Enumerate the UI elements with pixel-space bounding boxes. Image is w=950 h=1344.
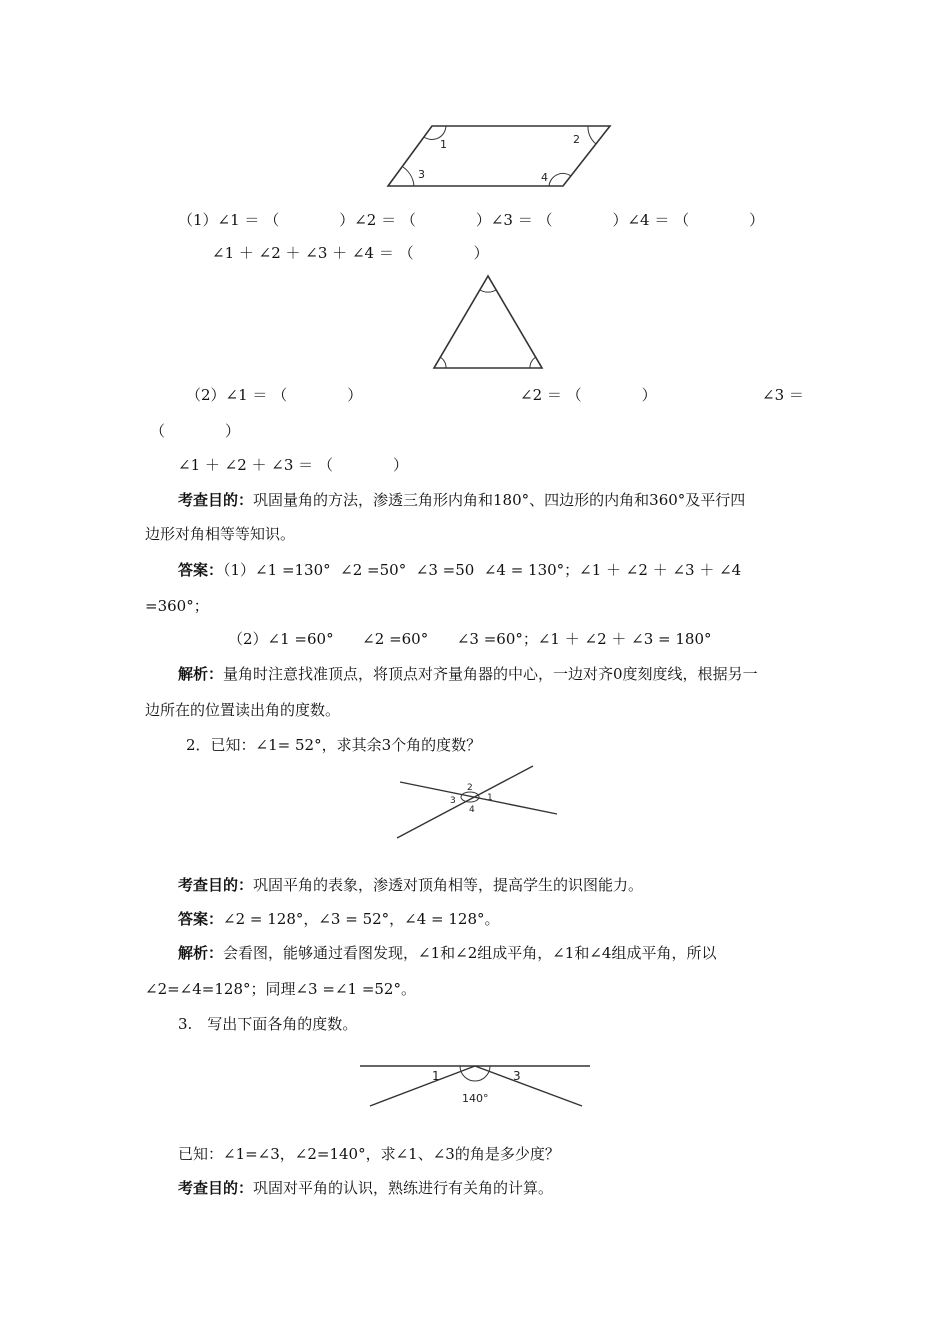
fig1-label-1: 1 xyxy=(440,138,447,151)
problem2-sum: ∠1 ＋ ∠2 ＋ ∠3 ＝ （ ） xyxy=(178,456,408,474)
q2-answer-label: 答案： xyxy=(178,910,224,928)
q2-explain-line2: ∠2=∠4=128°；同理∠3 =∠1 =52°。 xyxy=(145,980,416,998)
q1-aim-text: 巩固量角的方法，渗透三角形内角和180°、四边形的内角和360°及平行四 xyxy=(253,491,746,509)
q2-aim-label: 考查目的： xyxy=(178,876,254,894)
q1-explain-line2: 边所在的位置读出角的度数。 xyxy=(145,701,341,719)
problem1-line2: ∠1 ＋ ∠2 ＋ ∠3 ＋ ∠4 ＝ （ ） xyxy=(212,244,489,262)
q1-aim-label: 考查目的： xyxy=(178,491,254,509)
q1-explain-text: 量角时注意找准顶点，将顶点对齐量角器的中心，一边对齐0度刻度线，根据另一 xyxy=(223,665,758,683)
q2-aim-text: 巩固平角的表象，渗透对顶角相等，提高学生的识图能力。 xyxy=(253,876,644,894)
q3-title: 3. 写出下面各角的度数。 xyxy=(178,1015,358,1033)
q3-given: 已知：∠1=∠3，∠2=140°，求∠1、∠3的角是多少度？ xyxy=(178,1145,560,1163)
fig4-label-140: 140° xyxy=(462,1092,489,1105)
q1-answer-line2: =360°； xyxy=(145,597,209,615)
problem2-angle2: ∠2 ＝ （ ） xyxy=(520,386,657,404)
problem1-line1: （1）∠1 ＝ （ ）∠2 ＝ （ ）∠3 ＝ （ ）∠4 ＝ （ ） xyxy=(178,211,765,229)
fig1-label-3: 3 xyxy=(418,168,425,181)
problem2-angle1: （2）∠1 ＝ （ ） xyxy=(186,386,363,404)
fig1-label-4: 4 xyxy=(541,171,548,184)
q3-aim xyxy=(178,1178,553,1198)
q1-answer-label: 答案： xyxy=(178,561,224,579)
q3-aim-label: 考查目的： xyxy=(178,1179,254,1197)
q2-explain-label: 解析： xyxy=(178,944,224,962)
problem2-angle3: ∠3 ＝ xyxy=(762,386,804,404)
q2-title: 2．已知：∠1= 52°，求其余3个角的度数？ xyxy=(186,736,482,754)
fig1-label-2: 2 xyxy=(573,133,580,146)
fig3-label-2: 2 xyxy=(467,783,473,793)
fig3-label-1: 1 xyxy=(487,793,493,803)
fig4-label-3: 3 xyxy=(513,1069,521,1083)
q2-answer-text: ∠2 = 128°，∠3 = 52°，∠4 = 128°。 xyxy=(223,910,500,928)
problem2-angle3-blank: （ ） xyxy=(150,422,241,440)
q1-explain-label: 解析： xyxy=(178,665,224,683)
q1-answer-text: （1）∠1 =130° ∠2 =50° ∠3 =50 ∠4 = 130°；∠1 ＋ ∠2 ＋ ∠3 ＋ ∠4 xyxy=(223,561,742,579)
q1-aim-line2: 边形对角相等等知识。 xyxy=(145,525,296,543)
fig4-label-1: 1 xyxy=(432,1069,440,1083)
q3-aim-text: 巩固对平角的认识，熟练进行有关角的计算。 xyxy=(253,1179,554,1197)
fig3-label-3: 3 xyxy=(450,796,456,806)
q1-answer-line3: （2）∠1 =60° ∠2 =60° ∠3 =60°；∠1 ＋ ∠2 ＋ ∠3 = 180° xyxy=(228,630,712,648)
fig3-label-4: 4 xyxy=(469,805,475,815)
q2-explain-text: 会看图，能够通过看图发现，∠1和∠2组成平角，∠1和∠4组成平角，所以 xyxy=(223,944,717,962)
